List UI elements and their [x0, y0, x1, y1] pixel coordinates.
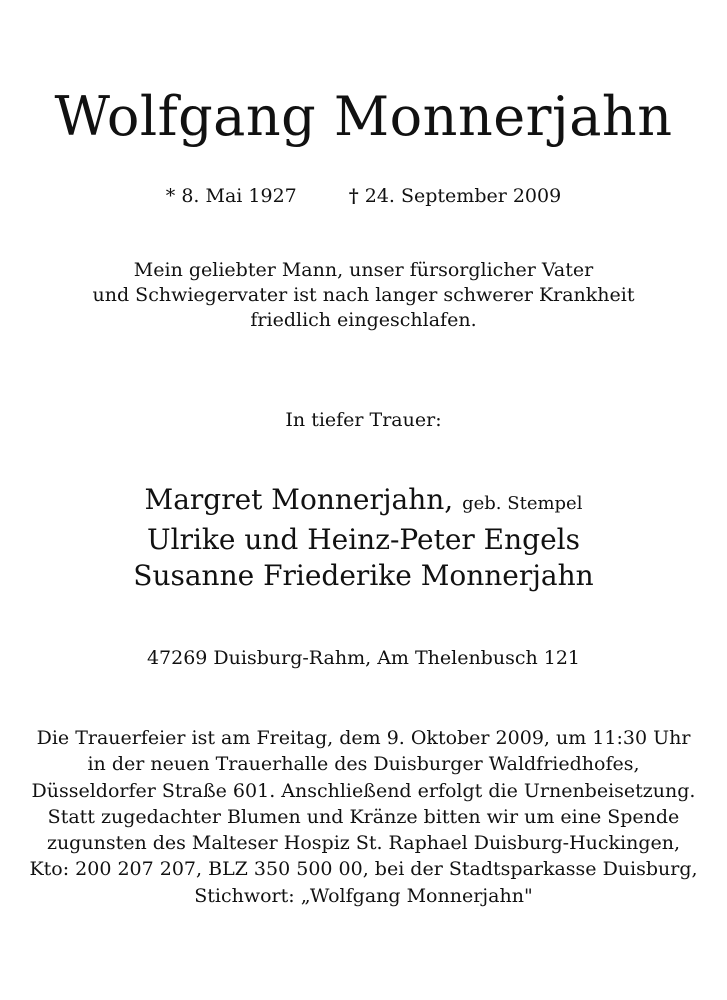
cross-symbol: †	[348, 185, 359, 207]
family-address: 47269 Duisburg-Rahm, Am Thelenbusch 121	[146, 647, 581, 669]
grief-line: In tiefer Trauer:	[285, 409, 442, 431]
life-dates	[0, 182, 727, 210]
death-date: 24. September 2009	[358, 185, 562, 207]
service-line: Düsseldorfer Straße 601. Anschließend erfolgt die Urnenbeisetzung.	[31, 779, 696, 802]
service-line: Kto: 200 207 207, BLZ 350 500 00, bei der Stadtsparkasse Duisburg,	[29, 858, 698, 881]
mourner-3: Susanne Friederike Monnerjahn	[133, 559, 594, 592]
death-message	[0, 258, 727, 333]
mourners-list	[0, 482, 727, 594]
service-line: Stichwort: „Wolfgang Monnerjahn"	[194, 884, 533, 907]
mourner-1-name: Margret Monnerjahn,	[144, 483, 454, 516]
service-line: zugunsten des Malteser Hospiz St. Raphael Duisburg-Huckingen,	[46, 832, 681, 855]
service-line: in der neuen Trauerhalle des Duisburger Waldfriedhofes,	[87, 753, 640, 776]
mourner-1	[0, 482, 727, 522]
birth-date: * 8. Mai 1927	[165, 185, 297, 207]
service-details	[0, 725, 727, 909]
message-line: und Schwiegervater ist nach langer schwerer Krankheit	[92, 284, 635, 306]
message-line: Mein geliebter Mann, unser fürsorglicher Vater	[133, 259, 594, 281]
maiden-name-note: geb. Stempel	[462, 493, 583, 514]
deceased-name: Wolfgang Monnerjahn	[54, 85, 673, 148]
mourner-2: Ulrike und Heinz-Peter Engels	[147, 523, 580, 556]
message-line: friedlich eingeschlafen.	[250, 309, 477, 331]
service-line: Die Trauerfeier ist am Freitag, dem 9. Oktober 2009, um 11:30 Uhr	[36, 727, 691, 749]
service-line: Statt zugedachter Blumen und Kränze bitten wir um eine Spende	[47, 805, 680, 828]
